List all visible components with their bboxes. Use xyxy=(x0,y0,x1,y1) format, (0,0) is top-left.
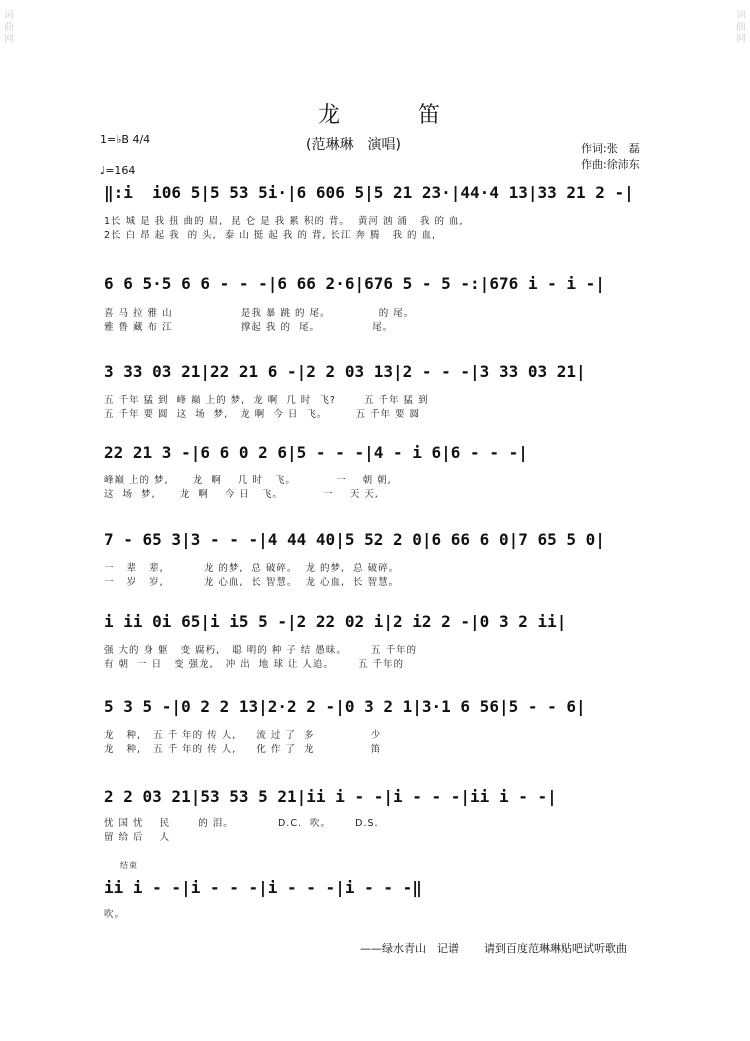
lyric-line: 一 辈 辈, 龙 的梦, 总 破碎。 龙 的梦, 总 破碎。 xyxy=(104,563,400,574)
key-label: 1=♭B xyxy=(100,133,129,146)
lyric-line: 吹。 xyxy=(104,909,126,920)
notation-line: 7 - 65 3|3 - - -|4 44 40|5 52 2 0|6 66 6 0|7 65 5 0| xyxy=(104,530,605,549)
lyric-line: 五 千年 猛 到 峰 巅 上的 梦, 龙 啊 几 时 飞? 五 千年 猛 到 xyxy=(104,395,429,406)
notation-line: 22 21 3 -|6 6 0 2 6|5 - - -|4 - i 6|6 - - -| xyxy=(104,443,528,462)
notation-line: 6 6 5·5 6 6 - - -|6 66 2·6|676 5 - 5 -:|676 i - i -| xyxy=(104,274,605,293)
time-signature: 4/4 xyxy=(132,133,151,146)
lyric-line: 留 给 后 人 xyxy=(104,832,171,843)
lyric-line: 喜 马 拉 雅 山 是我 暴 跳 的 尾。 的 尾。 xyxy=(104,308,415,319)
notation-line: ii i - -|i - - -|i - - -|i - - -‖ xyxy=(104,878,422,897)
lyric-line: 一 岁 岁, 龙 心血, 长 智慧。 龙 心血, 长 智慧。 xyxy=(104,577,400,588)
watermark-right: 词 曲 网 xyxy=(736,10,746,45)
watermark-left: 词 曲 网 xyxy=(4,10,14,45)
lyric-line: 这 场 梦, 龙 啊 今 日 飞。 一 天 天, xyxy=(104,489,379,500)
singer-credit: (范琳琳 演唱) xyxy=(306,137,401,153)
lyric-line: 有 朝 一 日 变 强龙, 冲 出 地 球 让 人追。 五 千年的 xyxy=(104,659,404,670)
composer-credit: 作曲:徐沛东 xyxy=(581,158,640,171)
song-title: 龙 笛 xyxy=(318,103,469,128)
lyric-line: 强 大的 身 躯 变 腐朽, 聪 明的 种 子 结 愚昧。 五 千年的 xyxy=(104,645,417,656)
notation-line: ‖:i i06 5|5 53 5i·|6 606 5|5 21 23·|44·4 13|33 21 2 -| xyxy=(104,183,634,202)
ending-mark: 结束 xyxy=(120,861,138,870)
lyric-line: 峰巅 上的 梦, 龙 啊 几 时 飞。 一 朝 朝, xyxy=(104,475,392,486)
notation-line: i ii 0i 65|i i5 5 -|2 22 02 i|2 i2 2 -|0 3 2 ii| xyxy=(104,612,567,631)
lyric-line: 五 千年 要 圆 这 场 梦, 龙 啊 今 日 飞。 五 千年 要 圆 xyxy=(104,409,421,420)
lyric-line: 忧 国 忧 民 的 泪。 D.C. 吹。 D.S. xyxy=(104,818,379,829)
key-signature xyxy=(100,134,150,146)
recorder-credit: ——绿水青山 记谱 xyxy=(360,942,459,955)
lyricist-credit: 作词:张 磊 xyxy=(581,142,640,155)
lyric-line: 龙 种, 五 千 年的 传 人, 流 过 了 多 少 xyxy=(104,730,382,741)
notation-line: 5 3 5 -|0 2 2 13|2·2 2 -|0 3 2 1|3·1 6 56|5 - - 6| xyxy=(104,697,586,716)
notation-line: 2 2 03 21|53 53 5 21|ii i - -|i - - -|ii i - -| xyxy=(104,787,557,806)
lyric-line: 2长 白 昂 起 我 的 头, 泰 山 挺 起 我 的 背, 长江 奔 腾 我 的 血, xyxy=(104,230,437,241)
notation-line: 3 33 03 21|22 21 6 -|2 2 03 13|2 - - -|3 33 03 21| xyxy=(104,362,586,381)
tempo-marking: ♩=164 xyxy=(100,164,136,177)
lyric-line: 1长 城 是 我 扭 曲的 眉, 昆 仑 是 我 累 积的 背。 黄河 汹 涌 我 的 血, xyxy=(104,216,464,227)
listen-note: 请到百度范琳琳贴吧试听歌曲 xyxy=(484,942,627,955)
lyric-line: 龙 种, 五 千 年的 传 人, 化 作 了 龙 笛 xyxy=(104,744,382,755)
lyric-line: 雅 鲁 藏 布 江 撑起 我 的 尾。 尾。 xyxy=(104,322,394,333)
